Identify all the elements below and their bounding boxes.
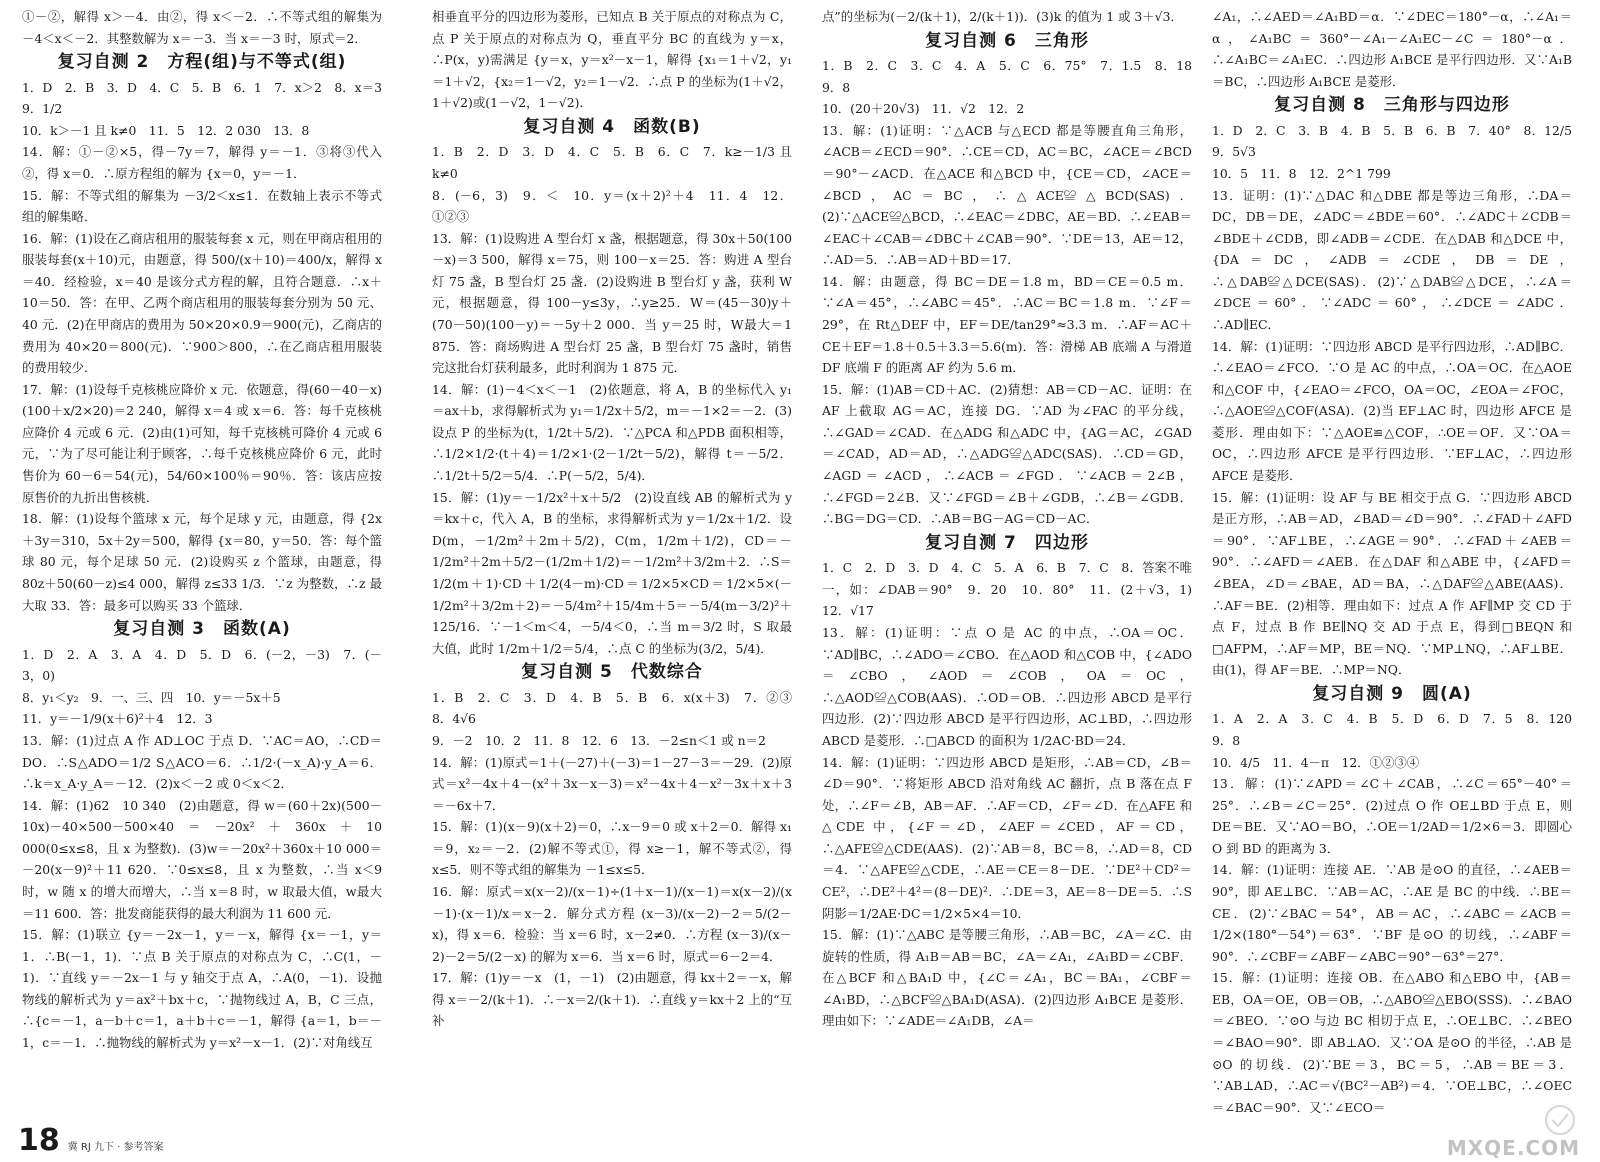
answer-item: 11．y＝－1/9(x＋6)²＋4 12．3 <box>22 711 213 727</box>
answer-item: 15．解：(1)证明：设 AF 与 BE 相交于点 G．∵四边形 ABCD 是正方形，∴AB＝AD，∠BAD＝∠D＝90°．∴∠FAD＋∠AFD＝90°．∵AF⊥BE，∴∠AGE＝90°．∴∠FAD＋∠AEB＝90°．∴∠AFD＝∠AEB．在△DAF 和△ABE 中，{∠AFD＝∠BEA，∠D＝∠BAE，AD＝BA，∴△DAF≌△ABE(AAS)．∴AF＝BE．(2)相等．理由如下：过点 A 作 AF∥MP 交 CD 于点 F，过点 B 作 BE∥NQ 交 AD 于点 E，得到□BEQN 和□AFPM，∴AF＝MP，BE＝NQ．∵MP⊥NQ，∴AF⊥BE．由(1)，得 AF＝BE．∴MP＝NQ． <box>1212 489 1572 678</box>
answer-item: 14．解：(1)证明：∵四边形 ABCD 是矩形，∴AB＝CD，∠B＝∠D＝90°．∵将矩形 ABCD 沿对角线 AC 翻折，点 B 落在点 F 处，∴∠F＝∠B，AB＝AF．∴AF＝CD，∠F＝∠D．在△AFE 和△CDE 中，{∠F＝∠D，∠AEF＝∠CED，AF＝CD，∴△AFE≌△CDE(AAS)．(2)∵AB＝8，BC＝8，∴AD＝8，CD＝4．∵△AFE≌△CDE，∴AE＝CE＝8－DE．∵DE²＋CD²＝CE²，∴DE²＋4²＝(8－DE)²．∴DE＝3，AE＝8－DE＝5．∴S阴影＝1/2AE·DC＝1/2×5×4＝10． <box>822 754 1192 921</box>
answer-item: 15．解：(1)证明：连接 OB．在△ABO 和△EBO 中，{AB＝EB，OA＝OE，OB＝OB，∴△ABO≌△EBO(SSS)．∴∠BAO＝∠BEO．∵⊙O 与边 BC 相切于点 E，∴OE⊥BC．∴∠BEO＝∠BAO＝90°．即 AB⊥AO．又∵OA 是⊙O 的半径，∴AB 是⊙O 的切线．(2)∵BE＝3，BC＝5，∴AB＝BE＝3．∵AB⊥AD，∴AC＝√(BC²－AB²)＝4．∵OE⊥BC，∴∠OEC＝∠BAC＝90°．又∵∠ECO＝ <box>1212 970 1572 1115</box>
answer-item: 1．B 2．C 3．D 4．B 5．B 6．x(x＋3) 7．②③ 8．4√6 <box>432 689 805 727</box>
page-number: 18 <box>18 1123 60 1158</box>
answer-item: 15．解：(1)y＝－1/2x²＋x＋5/2 (2)设直线 AB 的解析式为 y＝kx＋c，代入 A，B 的坐标，求得解析式为 y＝1/2x＋1/2．设 D(m，－1/2m²＋2m＋5/2)，C(m，1/2m＋1/2)，CD＝－1/2m²＋2m＋5/2－(1/2m＋1/2)＝－1/2m²＋3/2m＋2．∴S＝1/2(m＋1)·CD＋1/2(4－m)·CD＝1/2×5×CD＝1/2×5×(－1/2m²＋3/2m＋2)＝－5/4m²＋15/4m＋5＝－5/4(m－3/2)²＋125/16．∵－1＜m＜4，－5/4＜0，∴当 m＝3/2 时，S 取最大值，此时 1/2m＋1/2＝5/4，∴点 C 的坐标为(3/2，5/4)． <box>432 489 792 656</box>
answer-item: 1．B 2．C 3．C 4．A 5．C 6．75° 7．1.5 8．18 9．8 <box>822 58 1205 95</box>
answer-item: 9．－2 10．2 11．8 12．6 13．－2≤n＜1 或 n＝2 <box>432 732 766 748</box>
answer-item: 13．解：(1)设购进 A 型台灯 x 盏，根据题意，得 30x＋50(100－x)＝3 500，解得 x＝75，则 100－x＝25．答：购进 A 型台灯 75 盏，B 型台灯 25 盏．(2)设购进 B 型台灯 y 盏，获利 W 元，根据题意，得 100－y≤3y，∴y≥25．W＝(45－30)y＋(70－50)(100－y)＝－5y＋2 000．当 y＝25 时，W最大＝1 875．答：商场购进 A 型台灯 25 盏，B 型台灯 75 盏时，销售完这批台灯获利最多，此时利润为 1 875 元． <box>432 230 792 376</box>
page-footer <box>18 1123 164 1158</box>
answer-item: 18．解：(1)设每个篮球 x 元，每个足球 y 元，由题意，得 {2x＋3y＝310，5x＋2y＝500，解得 {x＝80，y＝50．答：每个篮球 80 元，每个足球 50 元．(2)设购买 z 个篮球，由题意，得 80z＋50(60－z)≤4 000，解得 z≤33 1/3．∵z 为整数，∴z 最大取 33．答：最多可以购买 33 个篮球． <box>22 511 382 613</box>
answer-item: 8．(－6，3) 9．＜ 10．y＝(x＋2)²＋4 11．4 12．①②③ <box>432 187 792 225</box>
answer-item: 1．D 2．B 3．D 4．C 5．B 6．1 7．x＞2 8．x＝3 9．1/2 <box>22 79 395 117</box>
answer-item: 8．y₁＜y₂ 9．一、三、四 10．y＝－5x＋5 <box>22 689 281 705</box>
answer-item: 14．解：①－②×5，得－7y＝7，解得 y＝－1．③将③代入②，得 x＝0．∴原方程组的解为 {x＝0，y＝－1． <box>22 144 382 181</box>
answer-item: 14．解：(1)－4＜x＜－1 (2)依题意，将 A，B 的坐标代入 y₁＝ax＋b，求得解析式为 y₁＝1/2x＋5/2，m＝－1×2＝－2．(3)设点 P 的坐标为(t，1/2t＋5/2)．∵△PCA 和△PDB 面积相等，∴1/2×1/2·(t＋4)＝1/2×1·(2－1/2t－5/2)，解得 t＝－5/2．∴1/2t＋5/2＝5/4．∴P(－5/2，5/4)． <box>432 381 792 484</box>
section-heading: 复习自测 3 函数(A) <box>113 619 291 640</box>
answer-item: 16．解：(1)设在乙商店租用的服装每套 x 元，则在甲商店租用的服装每套(x＋10)元，由题意，得 500/(x＋10)＝400/x，解得 x＝40．经检验，x＝40 是该分式方程的解，且符合题意．∴x＋10＝50．答：在甲、乙两个商店租用的服装每套分别为 50 元、40 元．(2)在甲商店的费用为 50×20×0.9＝900(元)，乙商店的费用为 40×20＝800(元)．∵900＞800，∴在乙商店租用服装的费用较少． <box>22 230 382 376</box>
answer-item: 13．证明：(1)∵△DAC 和△DBE 都是等边三角形，∴DA＝DC，DB＝DE，∠ADC＝∠BDE＝60°．∴∠ADC＋∠CDB＝∠BDE＋∠CDB，即∠ADB＝∠CDE．在△DAB 和△DCE 中，{DA＝DC，∠ADB＝∠CDE，DB＝DE，∴△DAB≌△DCE(SAS)．(2)∵△DAB≌△DCE，∴∠A＝∠DCE＝60°．∵∠ADC＝60°，∴∠DCE＝∠ADC．∴AD∥EC． <box>1212 187 1572 333</box>
answer-item: 15．解：(1)AB＝CD＋AC．(2)猜想：AB＝CD－AC．证明：在 AF 上截取 AG＝AC，连接 DG．∵AD 为∠FAC 的平分线，∴∠GAD＝∠CAD．在△ADG 和△ADC 中，{AG＝AC，∠GAD＝∠CAD，AD＝AD，∴△ADG≌△ADC(SAS)．∴CD＝GD，∠AGD＝∠ACD，∴∠ACB＝∠FGD．∵∠ACB＝2∠B，∴∠FGD＝2∠B．又∵∠FGD＝∠B＋∠GDB，∴∠B＝∠GDB．∴BG＝DG＝CD．∴AB＝BG－AG＝CD－AC． <box>822 381 1192 527</box>
answer-item: 14．解：(1)62 10 340 (2)由题意，得 w＝(60＋2x)(500－10x)－40×500－500×40＝－20x²＋360x＋10 000(0≤x≤8，且 x 为整数)．(3)w＝－20x²＋360x＋10 000＝－20(x－9)²＋11 620．∵0≤x≤8，且 x 为整数，∴当 x＜9 时，w 随 x 的增大而增大，∴当 x＝8 时，w 取最大值，w最大＝11 600．答：批发商能获得的最大利润为 11 600 元． <box>22 797 382 921</box>
answer-item: 15．解：(1)∵△ABC 是等腰三角形，∴AB＝BC，∠A＝∠C．由旋转的性质，得 A₁B＝AB＝BC，∠A＝∠A₁，∠A₁BD＝∠CBF．在△BCF 和△BA₁D 中，{∠C＝∠A₁，BC＝BA₁，∠CBF＝∠A₁BD，∴△BCF≌△BA₁D(ASA)．(2)四边形 A₁BCE 是菱形．理由如下：∵∠ADE＝∠A₁DB，∠A＝ <box>822 927 1192 1029</box>
answer-item: 1．C 2．D 3．D 4．C 5．A 6．B 7．C 8．答案不唯一，如：∠DAB＝90° 9．20 10．80° 11．(2＋√3，1) 12．√17 <box>822 560 1205 619</box>
section-heading: 复习自测 7 四边形 <box>925 532 1089 553</box>
answer-item: 15．解：不等式组的解集为 －3/2＜x≤1．在数轴上表示不等式组的解集略． <box>22 187 382 225</box>
section-heading: 复习自测 5 代数综合 <box>521 662 703 683</box>
answer-item: 13．解：(1)证明：∵△ACB 与△ECD 都是等腰直角三角形，∠ACB＝∠ECD＝90°．∴CE＝CD，AC＝BC，∠ACE＝∠BCD＝90°－∠ACD．在△ACE 和△BCD 中，{CE＝CD，∠ACE＝∠BCD，AC＝BC，∴△ACE≌△BCD(SAS)．(2)∵△ACE≌△BCD，∴∠EAC＝∠DBC，AE＝BD．∴∠EAB＝∠EAC＋∠CAB＝∠DBC＋∠CAB＝90°．∵DE＝13，AE＝12，∴AD＝5．∴AB＝AD＋BD＝17． <box>822 122 1192 268</box>
section-heading: 复习自测 6 三角形 <box>925 30 1089 51</box>
answer-item: 16．解：原式＝x(x－2)/(x－1)÷(1＋x－1)/(x－1)＝x(x－2)/(x－1)·(x－1)/x＝x－2．解分式方程 (x－3)/(x－2)－2＝5/(2－x)，得 x＝6．检验：当 x＝6 时，x－2≠0．∴方程 (x－3)/(x－2)－2＝5/(2－x) 的解为 x＝6．当 x＝6 时，原式＝6－2＝4． <box>432 883 792 964</box>
answer-item: ①－②，解得 x＞－4．由②，得 x＜－2．∴不等式组的解集为 －4＜x＜－2．其整数解为 x＝－3．当 x＝－3 时，原式＝2． <box>22 9 382 46</box>
answer-item: 10．(20＋20√3) 11．√2 12．2 <box>822 101 1025 117</box>
answer-item: 15．解：(1)联立 {y＝－2x－1，y＝－x，解得 {x＝－1，y＝1．∴B(－1，1)．∵点 B 关于原点的对称点为 C，∴C(1，－1)．∵直线 y＝－2x－1 与 y 轴交于点 A，∴A(0，－1)．设抛物线的解析式为 y＝ax²＋bx＋c，∵抛物线过 A，B，C 三点，∴{c＝－1，a－b＋c＝1，a＋b＋c＝－1，解得 {a＝1，b＝－1，c＝－1．∴抛物线的解析式为 y＝x²－x－1．(2)∵对角线互 <box>22 927 382 1051</box>
answer-item: 10．5 11．8 12．2^1 799 <box>1212 165 1391 181</box>
answer-item: 17．解：(1)y＝－x (1，－1) (2)由题意，得 kx＋2＝－x，解得 x＝－2/(k＋1)．∴－x＝2/(k＋1)．∴直线 y＝kx＋2 上的“互补 <box>432 970 792 1029</box>
answer-item: 10．4/5 11．4－π 12．①②③④ <box>1212 754 1420 770</box>
answer-item: 13．解：(1)过点 A 作 AD⊥OC 于点 D．∵AC＝AO，∴CD＝DO．∴S△ADO＝1/2 S△ACO＝6．∴1/2·(－x_A)·y_A＝6．∴k＝x_A·y_A＝－12．(2)x＜－2 或 0＜x＜2． <box>22 732 382 792</box>
answer-item: 13．解：(1)证明：∵点 O 是 AC 的中点，∴OA＝OC．∵AD∥BC，∴∠ADO＝∠CBO．在△AOD 和△COB 中，{∠ADO＝∠CBO，∠AOD＝∠COB，OA＝OC，∴△AOD≌△COB(AAS)．∴OD＝OB．∴四边形 ABCD 是平行四边形．(2)∵四边形 ABCD 是平行四边形，AC⊥BD，∴四边形 ABCD 是菱形．∴□ABCD 的面积为 1/2AC·BD＝24． <box>822 625 1192 748</box>
answer-item: 1．A 2．A 3．C 4．B 5．D 6．D 7．5 8．120 9．8 <box>1212 711 1585 748</box>
answer-item: 13．解：(1)∵∠APD＝∠C＋∠CAB，∴∠C＝65°－40°＝25°．∴∠B＝∠C＝25°．(2)过点 O 作 OE⊥BD 于点 E，则 DE＝BE．又∵AO＝BO，∴OE＝1/2AD＝1/2×6＝3．即圆心 O 到 BD 的距离为 3． <box>1212 776 1572 856</box>
section-heading: 复习自测 9 圆(A) <box>1312 683 1472 704</box>
answer-item: 相垂直平分的四边形为菱形，已知点 B 关于原点的对称点为 C，点 P 关于原点的对称点为 Q，垂直平分 BC 的直线为 y＝x，∴P(x，y)需满足 {y＝x，y＝x²－x－1，解得 {x₁＝1＋√2，y₁＝1＋√2，{x₂＝1－√2，y₂＝1－√2．∴点 P 的坐标为(1＋√2，1＋√2)或(1－√2，1－√2)． <box>432 9 792 111</box>
section-heading: 复习自测 2 方程(组)与不等式(组) <box>57 52 347 73</box>
answer-item: 14．解：(1)证明：连接 AE．∵AB 是⊙O 的直径，∴∠AEB＝90°，即 AE⊥BC．∵AB＝AC，∴AE 是 BC 的中线．∴BE＝CE．(2)∵∠BAC＝54°，AB＝AC，∴∠ABC＝∠ACB＝1/2×(180°－54°)＝63°．∵BF 是⊙O 的切线，∴∠ABF＝90°．∴∠CBF＝∠ABF－∠ABC＝90°－63°＝27°． <box>1212 862 1572 964</box>
column-1 <box>22 6 395 1118</box>
answer-item: 点”的坐标为(－2/(k＋1)，2/(k＋1))．(3)k 的值为 1 或 3＋√3． <box>822 9 1183 24</box>
answer-item: 14．解：(1)证明：∵四边形 ABCD 是平行四边形，∴AD∥BC．∴∠EAO＝∠FCO．∵O 是 AC 的中点，∴OA＝OC．在△AOE 和△COF 中，{∠EAO＝∠FCO，OA＝OC，∠EOA＝∠FOC，∴△AOE≌△COF(ASA)．(2)当 EF⊥AC 时，四边形 AFCE 是菱形．理由如下：∵△AOE≌△COF，∴OE＝OF．又∵OA＝OC，∴四边形 AFCE 是平行四边形．∵EF⊥AC，∴四边形 AFCE 是菱形． <box>1212 338 1572 484</box>
answer-item: 1．D 2．C 3．B 4．B 5．B 6．B 7．40° 8．12/5 9．5√3 <box>1212 122 1585 160</box>
answer-item: 14．解：由题意，得 BC＝DE＝1.8 m，BD＝CE＝0.5 m．∵∠A＝45°，∴∠ABC＝45°．∴AC＝BC＝1.8 m．∵∠F＝29°，在 Rt△DEF 中，EF＝DE/tan29°≈3.3 m．∴AF＝AC＋CE＋EF＝1.8＋0.5＋3.3＝5.6(m)．答：滑梯 AB 底端 A 与滑道 DF 底端 F 的距离 AF 约为 5.6 m． <box>822 273 1192 376</box>
column-3 <box>822 6 1205 1118</box>
column-2 <box>432 6 805 1118</box>
section-heading: 复习自测 4 函数(B) <box>523 116 701 137</box>
answer-item: 10．k＞－1 且 k≠0 11．5 12．2 030 13．8 <box>22 122 310 138</box>
footer-text: 冀 RJ 九下 · 参考答案 <box>67 1142 164 1153</box>
column-4 <box>1212 6 1585 1118</box>
answer-item: 17．解：(1)设每千克核桃应降价 x 元．依题意，得(60－40－x)(100＋x/2×20)＝2 240，解得 x＝4 或 x＝6．答：每千克核桃应降价 4 元或 6 元．(2)由(1)可知，每千克核桃可降价 4 元或 6 元，∵为了尽可能让利于顾客，∴每千克核桃应降价 6 元，此时售价为 60－6＝54(元)，54/60×100％＝90％．答：该店应按原售价的九折出售核桃． <box>22 381 382 505</box>
answer-item: 1．B 2．D 3．D 4．C 5．B 6．C 7．k≥－1/3 且 k≠0 <box>432 144 792 181</box>
answer-item: ∠A₁，∴∠AED＝∠A₁BD＝α．∵∠DEC＝180°－α，∴∠A₁＝α，∠A₁BC＝360°－∠A₁－∠A₁EC－∠C＝180°－α．∴∠A₁BC＝∠A₁EC．∴四边形 A₁BCE 是平行四边形．又∵A₁B＝BC，∴四边形 A₁BCE 是菱形． <box>1212 9 1572 89</box>
section-heading: 复习自测 8 三角形与四边形 <box>1274 95 1510 116</box>
answer-item: 15．解：(1)(x－9)(x＋2)＝0，∴x－9＝0 或 x＋2＝0．解得 x₁＝9，x₂＝－2．(2)解不等式①，得 x≥－1，解不等式②，得 x≤5．则不等式组的解集为 －1≤x≤5． <box>432 819 792 878</box>
answer-item: 1．D 2．A 3．A 4．D 5．D 6．(－2，－3) 7．(－3，0) <box>22 646 382 684</box>
answer-item: 14．解：(1)原式＝1＋(－27)＋(－3)＝1－27－3＝－29．(2)原式＝x²－4x＋4－(x²＋3x－x－3)＝x²－4x＋4－x²－3x＋x＋3＝－6x＋7． <box>432 754 792 813</box>
watermark-text: MXQE.COM <box>1446 1136 1580 1160</box>
